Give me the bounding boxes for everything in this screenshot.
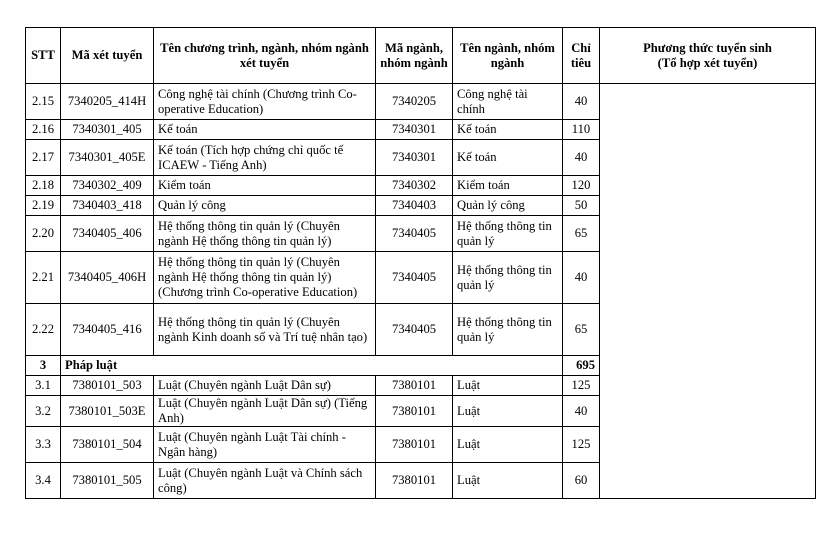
row-major-code: 7380101	[376, 463, 453, 499]
row-quota: 125	[563, 427, 600, 463]
row-major-code: 7340405	[376, 304, 453, 356]
row-stt: 3.4	[26, 463, 61, 499]
row-code: 7340405_416	[61, 304, 154, 356]
row-program: Hệ thống thông tin quản lý (Chuyên ngành Hệ thống thông tin quản lý)	[154, 216, 376, 252]
row-major-code: 7340405	[376, 252, 453, 304]
row-program: Kiểm toán	[154, 176, 376, 196]
row-program: Luật (Chuyên ngành Luật và Chính sách công)	[154, 463, 376, 499]
row-program: Quản lý công	[154, 196, 376, 216]
row-program: Kế toán	[154, 120, 376, 140]
table-row	[26, 84, 816, 120]
row-major-name: Kiểm toán	[453, 176, 563, 196]
row-code: 7380101_504	[61, 427, 154, 463]
row-code: 7340301_405	[61, 120, 154, 140]
row-quota: 60	[563, 463, 600, 499]
row-stt: 2.16	[26, 120, 61, 140]
row-quota: 65	[563, 216, 600, 252]
row-stt: 3.2	[26, 396, 61, 427]
row-stt: 2.21	[26, 252, 61, 304]
header-major-name: Tên ngành, nhóm ngành	[453, 28, 563, 84]
group-name: Pháp luật	[61, 356, 563, 376]
row-quota: 120	[563, 176, 600, 196]
header-quota: Chỉ tiêu	[563, 28, 600, 84]
row-major-name: Kế toán	[453, 140, 563, 176]
header-method-line2: (Tổ hợp xét tuyển)	[657, 55, 758, 70]
row-major-name: Luật	[453, 427, 563, 463]
row-stt: 2.22	[26, 304, 61, 356]
header-program: Tên chương trình, ngành, nhóm ngành xét tuyển	[154, 28, 376, 84]
header-method	[600, 28, 816, 84]
header-method-line1: Phương thức tuyển sinh	[643, 40, 772, 55]
table-header	[26, 28, 816, 84]
row-code: 7380101_505	[61, 463, 154, 499]
row-major-name: Luật	[453, 376, 563, 396]
row-program: Hệ thống thông tin quản lý (Chuyên ngành Hệ thống thông tin quản lý) (Chương trình Co-operative Education)	[154, 252, 376, 304]
row-major-code: 7380101	[376, 396, 453, 427]
row-major-name: Công nghệ tài chính	[453, 84, 563, 120]
table-body	[26, 84, 816, 499]
row-major-code: 7380101	[376, 427, 453, 463]
row-program: Kế toán (Tích hợp chứng chỉ quốc tế ICAEW - Tiếng Anh)	[154, 140, 376, 176]
row-major-code: 7340403	[376, 196, 453, 216]
row-stt: 2.18	[26, 176, 61, 196]
row-code: 7380101_503	[61, 376, 154, 396]
row-stt: 3.1	[26, 376, 61, 396]
row-program: Luật (Chuyên ngành Luật Dân sự) (Tiếng Anh)	[154, 396, 376, 427]
group-quota: 695	[563, 356, 600, 376]
row-major-name: Hệ thống thông tin quản lý	[453, 304, 563, 356]
row-code: 7340302_409	[61, 176, 154, 196]
row-quota: 40	[563, 84, 600, 120]
row-code: 7380101_503E	[61, 396, 154, 427]
row-program: Hệ thống thông tin quản lý (Chuyên ngành Kinh doanh số và Trí tuệ nhân tạo)	[154, 304, 376, 356]
row-major-code: 7340302	[376, 176, 453, 196]
row-quota: 110	[563, 120, 600, 140]
admissions-table	[25, 27, 816, 499]
row-quota: 65	[563, 304, 600, 356]
method-cell	[600, 84, 816, 499]
row-code: 7340405_406H	[61, 252, 154, 304]
row-major-code: 7340301	[376, 120, 453, 140]
header-stt: STT	[26, 28, 61, 84]
row-quota: 40	[563, 140, 600, 176]
row-stt: 2.17	[26, 140, 61, 176]
row-major-name: Hệ thống thông tin quản lý	[453, 252, 563, 304]
row-program: Công nghệ tài chính (Chương trình Co-operative Education)	[154, 84, 376, 120]
row-stt: 3.3	[26, 427, 61, 463]
row-major-name: Quản lý công	[453, 196, 563, 216]
row-major-name: Kế toán	[453, 120, 563, 140]
row-major-name: Luật	[453, 396, 563, 427]
row-quota: 40	[563, 396, 600, 427]
row-stt: 2.19	[26, 196, 61, 216]
row-quota: 40	[563, 252, 600, 304]
row-code: 7340205_414H	[61, 84, 154, 120]
row-major-code: 7340301	[376, 140, 453, 176]
row-quota: 125	[563, 376, 600, 396]
row-major-name: Hệ thống thông tin quản lý	[453, 216, 563, 252]
row-code: 7340301_405E	[61, 140, 154, 176]
row-major-code: 7340405	[376, 216, 453, 252]
row-stt: 2.15	[26, 84, 61, 120]
row-major-code: 7380101	[376, 376, 453, 396]
row-program: Luật (Chuyên ngành Luật Dân sự)	[154, 376, 376, 396]
row-quota: 50	[563, 196, 600, 216]
header-major-code: Mã ngành, nhóm ngành	[376, 28, 453, 84]
row-stt: 2.20	[26, 216, 61, 252]
row-program: Luật (Chuyên ngành Luật Tài chính - Ngân hàng)	[154, 427, 376, 463]
header-code: Mã xét tuyển	[61, 28, 154, 84]
group-stt: 3	[26, 356, 61, 376]
row-major-name: Luật	[453, 463, 563, 499]
row-major-code: 7340205	[376, 84, 453, 120]
row-code: 7340403_418	[61, 196, 154, 216]
row-code: 7340405_406	[61, 216, 154, 252]
